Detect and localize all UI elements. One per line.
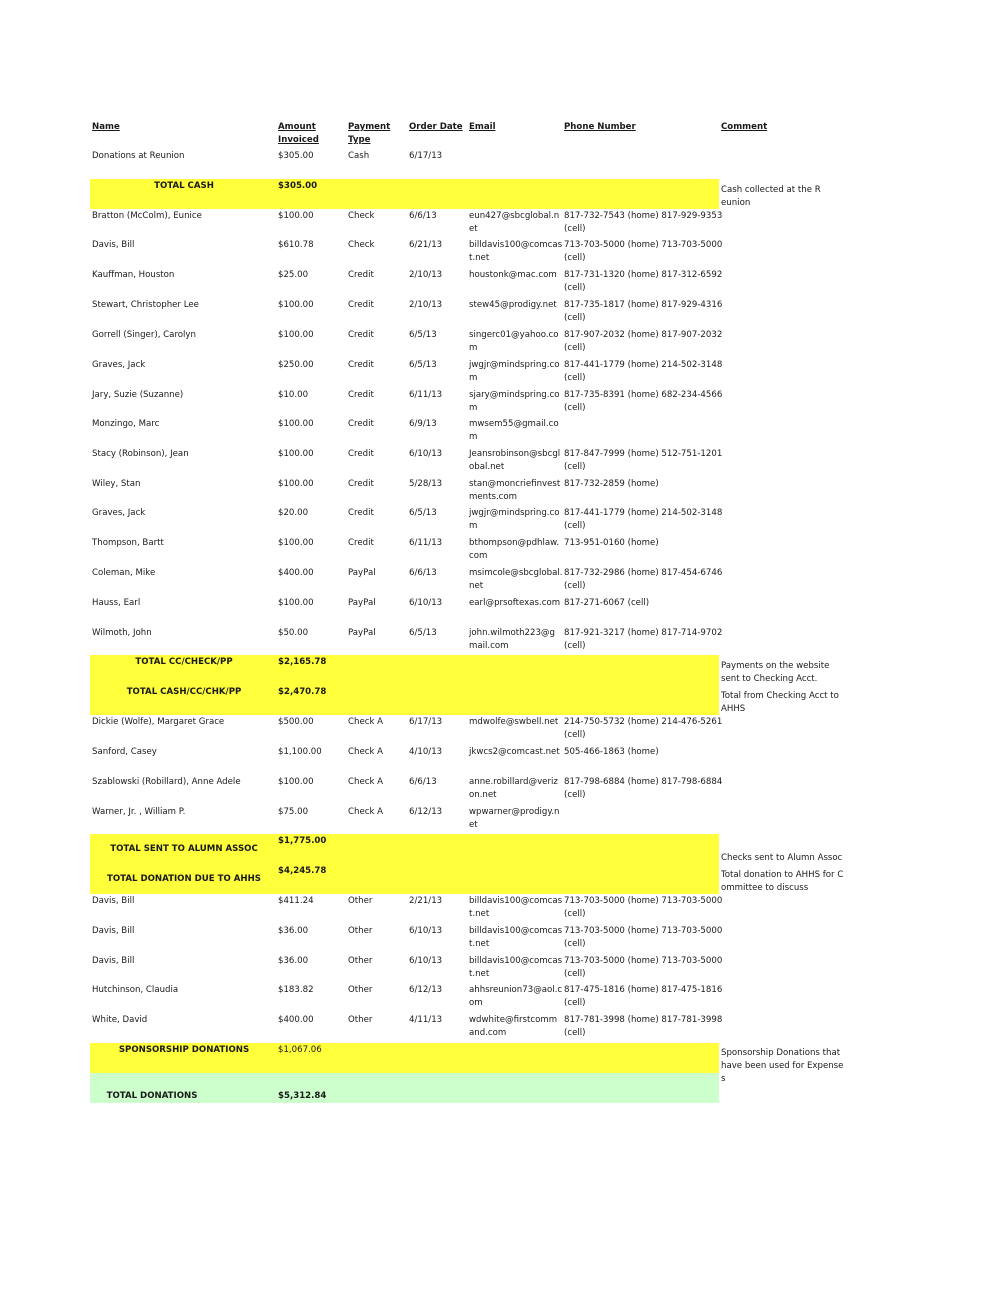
row-payment: PayPal — [348, 628, 376, 638]
row-amount: $10.00 — [278, 390, 309, 400]
row-date: 2/10/13 — [409, 270, 443, 280]
row-name: Monzingo, Marc — [92, 419, 160, 429]
row-name: Szablowski (Robillard), Anne Adele — [92, 777, 241, 787]
row-phone-cont: (cell) — [564, 730, 586, 740]
row-payment: Cash — [348, 151, 370, 161]
row-phone: 817-847-7999 (home) 512-751-1201 — [564, 449, 723, 459]
row-amount: $400.00 — [278, 1015, 314, 1025]
row-phone-cont: (cell) — [564, 581, 586, 591]
row-name: Wilmoth, John — [92, 628, 152, 638]
header-comment: Comment — [721, 122, 768, 132]
row-name: Bratton (McColm), Eunice — [92, 211, 202, 221]
row-name: Davis, Bill — [92, 956, 135, 966]
row-name: Graves, Jack — [92, 360, 146, 370]
comment-ahhs: Total donation to AHHS for Committee to discuss — [721, 870, 844, 893]
header-name: Name — [92, 122, 120, 132]
row-email: mdwolfe@swbell.net — [469, 717, 559, 727]
total-donations-label: TOTAL DONATIONS — [106, 1091, 198, 1101]
row-name: White, David — [92, 1015, 148, 1025]
row-payment: Credit — [348, 508, 374, 518]
row-phone: 214-750-5732 (home) 214-476-5261 — [564, 717, 723, 727]
row-email: jkwcs2@comcast.net — [469, 747, 560, 757]
row-name: Stewart, Christopher Lee — [92, 300, 199, 310]
row-email-cont: m — [469, 403, 478, 413]
row-email-cont: t.net — [469, 253, 490, 263]
comment-sponsorship: Sponsorship Donations that have been used for Expenses — [721, 1048, 844, 1084]
row-amount: $1,100.00 — [278, 747, 322, 757]
row-email-cont: net — [469, 581, 484, 591]
row-email-cont: ments.com — [469, 492, 518, 502]
row-name: Davis, Bill — [92, 240, 135, 250]
row-email-cont: t.net — [469, 969, 490, 979]
row-date: 6/6/13 — [409, 211, 437, 221]
row-date: 6/5/13 — [409, 508, 437, 518]
row-name: Graves, Jack — [92, 508, 146, 518]
row-phone: 817-441-1779 (home) 214-502-3148 — [564, 360, 723, 370]
row-amount: $100.00 — [278, 211, 314, 221]
row-phone: 817-781-3998 (home) 817-781-3998 — [564, 1015, 723, 1025]
row-name: Hutchinson, Claudia — [92, 985, 179, 995]
row-payment: Check — [348, 240, 375, 250]
row-payment: Credit — [348, 479, 374, 489]
total-ahhs-label: TOTAL DONATION DUE TO AHHS — [106, 874, 261, 884]
comment-website: Payments on the website sent to Checking Acct. — [721, 661, 830, 684]
row-email: stan@moncriefinvest — [469, 479, 561, 489]
row-date: 4/11/13 — [409, 1015, 443, 1025]
row-phone: 713-951-0160 (home) — [564, 538, 659, 548]
row-phone-cont: (cell) — [564, 343, 586, 353]
row-email-cont: t.net — [469, 909, 490, 919]
row-date: 6/9/13 — [409, 419, 437, 429]
row-date: 6/10/13 — [409, 926, 443, 936]
row-payment: Credit — [348, 300, 374, 310]
row-phone: 817-731-1320 (home) 817-312-6592 — [564, 270, 723, 280]
row-name: Thompson, Bartt — [92, 538, 164, 548]
row-phone-cont: (cell) — [564, 373, 586, 383]
row-date: 6/6/13 — [409, 568, 437, 578]
total-alumn-amount: $1,775.00 — [278, 836, 327, 846]
row-phone: 817-475-1816 (home) 817-475-1816 — [564, 985, 723, 995]
row-phone-cont: (cell) — [564, 462, 586, 472]
row-email: billdavis100@comcas — [469, 240, 563, 250]
total-alumn-label: TOTAL SENT TO ALUMN ASSOC — [110, 844, 258, 854]
row-phone-cont: (cell) — [564, 641, 586, 651]
row-date: 6/5/13 — [409, 628, 437, 638]
row-phone: 817-732-2859 (home) — [564, 479, 659, 489]
row-phone-cont: (cell) — [564, 998, 586, 1008]
row-email: billdavis100@comcas — [469, 956, 563, 966]
row-amount: $250.00 — [278, 360, 314, 370]
total-donations-amount: $5,312.84 — [278, 1091, 327, 1101]
row-name: Davis, Bill — [92, 926, 135, 936]
row-name: Stacy (Robinson), Jean — [92, 449, 189, 459]
row-email: earl@prsoftexas.com — [469, 598, 561, 608]
row-date: 2/21/13 — [409, 896, 443, 906]
row-payment: Other — [348, 985, 373, 995]
row-email-cont: om — [469, 998, 483, 1008]
row-payment: Check A — [348, 747, 384, 757]
row-phone: 817-735-1817 (home) 817-929-4316 — [564, 300, 723, 310]
row-date: 6/17/13 — [409, 151, 443, 161]
total-cc-label: TOTAL CC/CHECK/PP — [135, 657, 233, 667]
row-email: bthompson@pdhlaw. — [469, 538, 560, 548]
row-email: ahhsreunion73@aol.c — [469, 985, 563, 995]
row-date: 6/5/13 — [409, 360, 437, 370]
row-email: jwgjr@mindspring.co — [469, 360, 560, 370]
total-cc-amount: $2,165.78 — [278, 657, 327, 667]
row-name: Hauss, Earl — [92, 598, 141, 608]
row-payment: Other — [348, 926, 373, 936]
row-payment: Other — [348, 1015, 373, 1025]
row-email: billdavis100@comcas — [469, 926, 563, 936]
row-email: wdwhite@firstcomm — [469, 1015, 558, 1025]
row-name: Kauffman, Houston — [92, 270, 175, 280]
row-date: 4/10/13 — [409, 747, 443, 757]
row-date: 6/10/13 — [409, 598, 443, 608]
total-cash-cc-label: TOTAL CASH/CC/CHK/PP — [126, 687, 242, 697]
row-amount: $100.00 — [278, 419, 314, 429]
row-email: john.wilmoth223@g — [469, 628, 555, 638]
row-email: billdavis100@comcas — [469, 896, 563, 906]
total-cash-amount: $305.00 — [278, 181, 318, 191]
header-email: Email — [469, 122, 496, 132]
comment-cash: Cash collected at the Reunion — [721, 185, 821, 208]
row-payment: Check A — [348, 777, 384, 787]
row-date: 6/10/13 — [409, 956, 443, 966]
row-date: 6/12/13 — [409, 807, 443, 817]
comment-alumn: Checks sent to Alumn Assoc — [721, 853, 843, 863]
row-email: anne.robillard@veriz — [469, 777, 558, 787]
row-email: jwgjr@mindspring.co — [469, 508, 560, 518]
row-email-cont: and.com — [469, 1028, 507, 1038]
row-payment: Credit — [348, 538, 374, 548]
row-email-cont: mail.com — [469, 641, 509, 651]
total-ahhs-amount: $4,245.78 — [278, 866, 327, 876]
row-name: Jary, Suzie (Suzanne) — [92, 390, 184, 400]
row-email: Jeansrobinson@sbcgl — [469, 449, 561, 459]
row-amount: $411.24 — [278, 896, 314, 906]
row-email-cont: m — [469, 521, 478, 531]
row-email: eun427@sbcglobal.n — [469, 211, 560, 221]
row-payment: Credit — [348, 390, 374, 400]
row-phone-cont: (cell) — [564, 283, 586, 293]
row-amount: $75.00 — [278, 807, 309, 817]
row-amount: $100.00 — [278, 777, 314, 787]
row-email-cont: on.net — [469, 790, 497, 800]
row-email-cont: m — [469, 343, 478, 353]
row-date: 6/5/13 — [409, 330, 437, 340]
total-cash-cc-amount: $2,470.78 — [278, 687, 327, 697]
row-date: 6/10/13 — [409, 449, 443, 459]
row-payment: Credit — [348, 330, 374, 340]
total-cash-label: TOTAL CASH — [154, 181, 214, 191]
header-amount-line1: Amount — [278, 122, 316, 132]
row-name: Coleman, Mike — [92, 568, 156, 578]
row-email-cont: obal.net — [469, 462, 505, 472]
row-email: wpwarner@prodigy.n — [469, 807, 560, 817]
row-phone-cont: (cell) — [564, 969, 586, 979]
row-payment: PayPal — [348, 568, 376, 578]
header-order-date: Order Date — [409, 122, 463, 132]
row-amount: $500.00 — [278, 717, 314, 727]
row-amount: $50.00 — [278, 628, 309, 638]
row-phone: 817-271-6067 (cell) — [564, 598, 650, 608]
row-phone: 505-466-1863 (home) — [564, 747, 659, 757]
row-payment: Credit — [348, 360, 374, 370]
row-date: 6/11/13 — [409, 538, 443, 548]
row-payment: Check A — [348, 807, 384, 817]
row-amount: $183.82 — [278, 985, 314, 995]
row-amount: $610.78 — [278, 240, 314, 250]
row-date: 6/11/13 — [409, 390, 443, 400]
row-date: 6/12/13 — [409, 985, 443, 995]
row-name: Warner, Jr. , William P. — [92, 807, 186, 817]
row-payment: Other — [348, 956, 373, 966]
row-amount: $100.00 — [278, 538, 314, 548]
row-name: Gorrell (Singer), Carolyn — [92, 330, 196, 340]
row-amount: $100.00 — [278, 449, 314, 459]
row-amount: $36.00 — [278, 926, 309, 936]
row-phone-cont: (cell) — [564, 909, 586, 919]
row-email: singerc01@yahoo.co — [469, 330, 559, 340]
row-payment: Credit — [348, 449, 374, 459]
row-phone-cont: (cell) — [564, 939, 586, 949]
row-date: 6/17/13 — [409, 717, 443, 727]
row-email-cont: et — [469, 820, 478, 830]
row-payment: Credit — [348, 419, 374, 429]
row-email: msimcole@sbcglobal. — [469, 568, 563, 578]
row-payment: PayPal — [348, 598, 376, 608]
row-amount: $25.00 — [278, 270, 309, 280]
row-email-cont: et — [469, 224, 478, 234]
row-phone: 817-732-7543 (home) 817-929-9353 — [564, 211, 723, 221]
row-date: 6/21/13 — [409, 240, 443, 250]
row-name: Donations at Reunion — [92, 151, 185, 161]
row-phone: 713-703-5000 (home) 713-703-5000 — [564, 240, 723, 250]
row-payment: Credit — [348, 270, 374, 280]
row-amount: $305.00 — [278, 151, 314, 161]
row-amount: $100.00 — [278, 598, 314, 608]
row-name: Wiley, Stan — [92, 479, 141, 489]
row-phone: 817-907-2032 (home) 817-907-2032 — [564, 330, 723, 340]
row-name: Davis, Bill — [92, 896, 135, 906]
row-date: 2/10/13 — [409, 300, 443, 310]
row-amount: $20.00 — [278, 508, 309, 518]
row-phone-cont: (cell) — [564, 224, 586, 234]
row-phone-cont: (cell) — [564, 253, 586, 263]
row-phone-cont: (cell) — [564, 313, 586, 323]
row-date: 5/28/13 — [409, 479, 443, 489]
row-phone: 713-703-5000 (home) 713-703-5000 — [564, 956, 723, 966]
row-amount: $400.00 — [278, 568, 314, 578]
row-phone: 713-703-5000 (home) 713-703-5000 — [564, 896, 723, 906]
row-phone-cont: (cell) — [564, 1028, 586, 1038]
row-payment: Check A — [348, 717, 384, 727]
comment-checking: Total from Checking Acct to AHHS — [721, 691, 839, 714]
row-email: sjary@mindspring.co — [469, 390, 560, 400]
row-payment: Other — [348, 896, 373, 906]
row-email-cont: m — [469, 373, 478, 383]
row-amount: $100.00 — [278, 479, 314, 489]
row-email: houstonk@mac.com — [469, 270, 557, 280]
row-email-cont: t.net — [469, 939, 490, 949]
row-phone: 817-735-8391 (home) 682-234-4566 — [564, 390, 723, 400]
row-phone: 817-732-2986 (home) 817-454-6746 — [564, 568, 723, 578]
row-amount: $36.00 — [278, 956, 309, 966]
header-payment-line1: Payment — [348, 122, 391, 132]
row-name: Sanford, Casey — [92, 747, 157, 757]
row-phone: 817-441-1779 (home) 214-502-3148 — [564, 508, 723, 518]
row-phone: 713-703-5000 (home) 713-703-5000 — [564, 926, 723, 936]
row-email-cont: com — [469, 551, 488, 561]
row-name: Dickie (Wolfe), Margaret Grace — [92, 717, 225, 727]
row-email: mwsem55@gmail.co — [469, 419, 559, 429]
row-amount: $100.00 — [278, 330, 314, 340]
header-amount-line2: Invoiced — [278, 135, 319, 145]
header-payment-line2: Type — [348, 135, 371, 145]
row-phone: 817-798-6884 (home) 817-798-6884 — [564, 777, 723, 787]
row-phone-cont: (cell) — [564, 521, 586, 531]
row-date: 6/6/13 — [409, 777, 437, 787]
row-phone-cont: (cell) — [564, 403, 586, 413]
row-phone: 817-921-3217 (home) 817-714-9702 — [564, 628, 723, 638]
row-email: stew45@prodigy.net — [469, 300, 557, 310]
row-payment: Check — [348, 211, 375, 221]
row-phone-cont: (cell) — [564, 790, 586, 800]
row-email-cont: m — [469, 432, 478, 442]
row-amount: $100.00 — [278, 300, 314, 310]
header-phone: Phone Number — [564, 122, 636, 132]
sponsorship-amount: $1,067.06 — [278, 1045, 322, 1055]
sponsorship-label: SPONSORSHIP DONATIONS — [118, 1045, 250, 1055]
